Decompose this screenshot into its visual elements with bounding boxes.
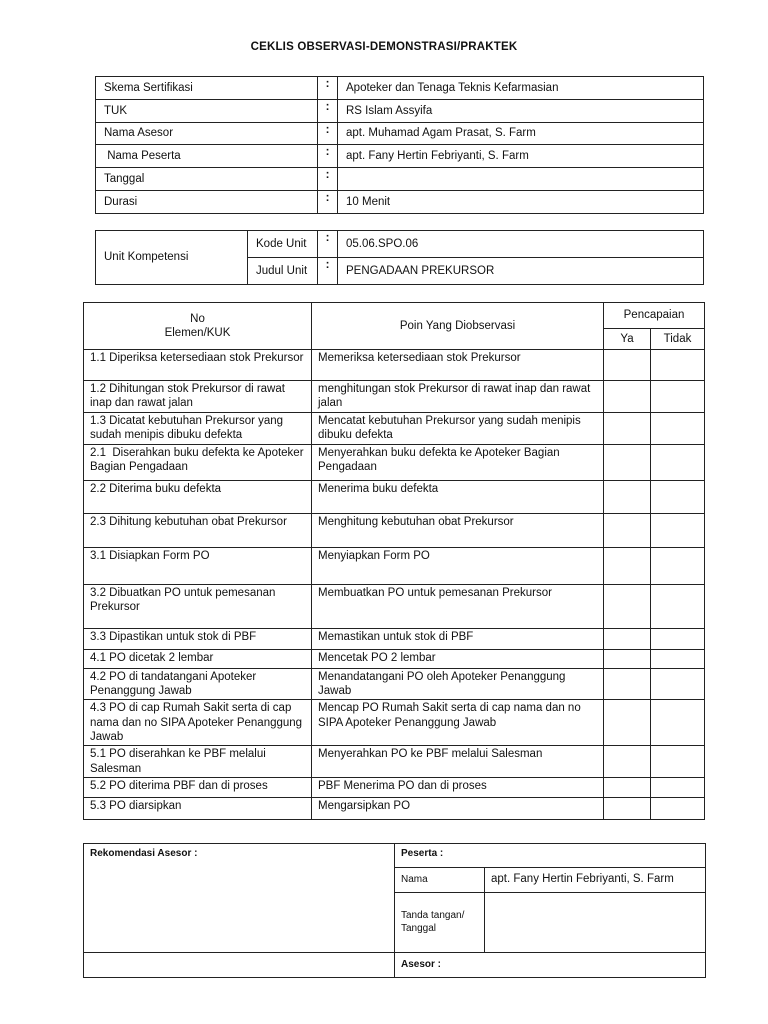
kuk-cell: 1.1 Diperiksa ketersediaan stok Prekursor [84,350,312,381]
asesor-label: Asesor : [395,953,706,978]
tidak-checkbox-cell[interactable] [651,412,705,444]
info-colon: : [318,122,338,145]
table-row [84,350,705,381]
table-row [84,444,705,480]
tidak-checkbox-cell[interactable] [651,628,705,649]
table-row [84,480,705,513]
info-value[interactable]: RS Islam Assyifa [338,99,704,122]
kode-unit-value[interactable]: 05.06.SPO.06 [338,231,704,258]
tidak-checkbox-cell[interactable] [651,381,705,413]
info-colon: : [318,145,338,168]
table-row [84,778,705,798]
kuk-cell: 4.3 PO di cap Rumah Sakit serta di cap nama dan no SIPA Apoteker Penanggung Jawab [84,700,312,746]
rekomendasi-bottom-cell[interactable] [84,953,395,978]
ya-checkbox-cell[interactable] [604,746,651,778]
info-value[interactable]: apt. Muhamad Agam Prasat, S. Farm [338,122,704,145]
ya-checkbox-cell[interactable] [604,513,651,547]
ya-checkbox-cell[interactable] [604,668,651,700]
kuk-cell: 1.3 Dicatat kebutuhan Prekursor yang sudah menipis dibuku defekta [84,412,312,444]
ya-checkbox-cell[interactable] [604,778,651,798]
poin-cell: Menandatangani PO oleh Apoteker Penanggung Jawab [312,668,604,700]
reco-row-peserta [84,844,706,868]
table-row [84,700,705,746]
tidak-checkbox-cell[interactable] [651,513,705,547]
info-value[interactable]: apt. Fany Hertin Febriyanti, S. Farm [338,145,704,168]
table-row [84,584,705,628]
kuk-cell: 5.3 PO diarsipkan [84,798,312,820]
info-colon: : [318,190,338,213]
judul-unit-value[interactable]: PENGADAAN PREKURSOR [338,258,704,285]
info-row-tanggal [96,168,704,191]
tidak-checkbox-cell[interactable] [651,350,705,381]
document-title: CEKLIS OBSERVASI-DEMONSTRASI/PRAKTEK [250,41,518,53]
ya-checkbox-cell[interactable] [604,584,651,628]
info-label: TUK [96,99,318,122]
tidak-checkbox-cell[interactable] [651,798,705,820]
kuk-cell: 1.2 Dihitungan stok Prekursor di rawat inap dan rawat jalan [84,381,312,413]
info-label: Durasi [96,190,318,213]
ya-checkbox-cell[interactable] [604,381,651,413]
poin-cell: Menerima buku defekta [312,480,604,513]
poin-cell: Membuatkan PO untuk pemesanan Prekursor [312,584,604,628]
kuk-cell: 2.2 Diterima buku defekta [84,480,312,513]
nama-label: Nama [395,868,485,893]
poin-cell: Mencatat kebutuhan Prekursor yang sudah menipis dibuku defekta [312,412,604,444]
header-no-elemen [84,303,312,350]
info-row-asesor [96,122,704,145]
poin-cell: Mencetak PO 2 lembar [312,649,604,668]
poin-cell: PBF Menerima PO dan di proses [312,778,604,798]
table-row [84,798,705,820]
kuk-cell: 5.2 PO diterima PBF dan di proses [84,778,312,798]
judul-unit-label: Judul Unit [248,258,318,285]
observation-table [83,302,705,820]
ya-checkbox-cell[interactable] [604,412,651,444]
tidak-checkbox-cell[interactable] [651,444,705,480]
tidak-checkbox-cell[interactable] [651,700,705,746]
table-row [84,746,705,778]
info-row-durasi [96,190,704,213]
header-pencapaian: Pencapaian [604,303,705,329]
poin-cell: Mengarsipkan PO [312,798,604,820]
info-row-peserta [96,145,704,168]
kuk-cell: 3.3 Dipastikan untuk stok di PBF [84,628,312,649]
reco-row-asesor [84,953,706,978]
ya-checkbox-cell[interactable] [604,350,651,381]
header-tidak: Tidak [651,329,705,350]
unit-kompetensi-label: Unit Kompetensi [96,231,248,285]
nama-value: apt. Fany Hertin Febriyanti, S. Farm [485,868,706,893]
info-row-tuk [96,99,704,122]
ya-checkbox-cell[interactable] [604,547,651,584]
ya-checkbox-cell[interactable] [604,444,651,480]
peserta-label: Peserta : [395,844,706,868]
header-row [84,303,705,329]
info-colon: : [318,77,338,100]
header-elemen: Elemen/KUK [164,327,231,339]
kuk-cell: 2.1 Diserahkan buku defekta ke Apoteker Bagian Pengadaan [84,444,312,480]
info-label: Tanggal [96,168,318,191]
ya-checkbox-cell[interactable] [604,700,651,746]
header-no: No [190,312,205,325]
kode-unit-label: Kode Unit [248,231,318,258]
tanda-tangan-label: Tanda tangan/ Tanggal [395,893,485,953]
table-row [84,547,705,584]
ya-checkbox-cell[interactable] [604,628,651,649]
header-ya: Ya [604,329,651,350]
tidak-checkbox-cell[interactable] [651,668,705,700]
info-value[interactable]: 10 Menit [338,190,704,213]
tanda-tangan-field[interactable] [485,893,706,953]
ya-checkbox-cell[interactable] [604,798,651,820]
info-value[interactable] [338,168,704,191]
header-poin: Poin Yang Diobservasi [312,303,604,350]
unit-colon: : [318,231,338,258]
poin-cell: Memastikan untuk stok di PBF [312,628,604,649]
ya-checkbox-cell[interactable] [604,480,651,513]
unit-colon: : [318,258,338,285]
poin-cell: Menyerahkan PO ke PBF melalui Salesman [312,746,604,778]
info-label: Nama Asesor [96,122,318,145]
kuk-cell: 3.2 Dibuatkan PO untuk pemesanan Prekursor [84,584,312,628]
table-row [84,668,705,700]
kuk-cell: 4.1 PO dicetak 2 lembar [84,649,312,668]
unit-row-kode [96,231,704,258]
table-row [84,513,705,547]
info-row-skema [96,77,704,100]
info-label: Skema Sertifikasi [96,77,318,100]
tidak-checkbox-cell[interactable] [651,778,705,798]
table-row [84,649,705,668]
ya-checkbox-cell[interactable] [604,649,651,668]
info-colon: : [318,168,338,191]
tidak-checkbox-cell[interactable] [651,746,705,778]
poin-cell: Mencap PO Rumah Sakit serta di cap nama dan no SIPA Apoteker Penanggung Jawab [312,700,604,746]
rekomendasi-asesor-field[interactable]: Rekomendasi Asesor : [84,844,395,953]
info-colon: : [318,99,338,122]
tidak-checkbox-cell[interactable] [651,547,705,584]
poin-cell: menghitungan stok Prekursor di rawat inap dan rawat jalan [312,381,604,413]
info-label: Nama Peserta [96,145,318,168]
info-value[interactable]: Apoteker dan Tenaga Teknis Kefarmasian [338,77,704,100]
kuk-cell: 5.1 PO diserahkan ke PBF melalui Salesman [84,746,312,778]
table-row [84,628,705,649]
poin-cell: Menyerahkan buku defekta ke Apoteker Bagian Pengadaan [312,444,604,480]
table-row [84,381,705,413]
tidak-checkbox-cell[interactable] [651,649,705,668]
unit-table [95,230,704,285]
kuk-cell: 3.1 Disiapkan Form PO [84,547,312,584]
table-row [84,412,705,444]
kuk-cell: 4.2 PO di tandatangani Apoteker Penanggung Jawab [84,668,312,700]
info-table [95,76,704,214]
tidak-checkbox-cell[interactable] [651,584,705,628]
poin-cell: Menghitung kebutuhan obat Prekursor [312,513,604,547]
kuk-cell: 2.3 Dihitung kebutuhan obat Prekursor [84,513,312,547]
poin-cell: Menyiapkan Form PO [312,547,604,584]
recommendation-table [83,843,706,978]
tidak-checkbox-cell[interactable] [651,480,705,513]
poin-cell: Memeriksa ketersediaan stok Prekursor [312,350,604,381]
